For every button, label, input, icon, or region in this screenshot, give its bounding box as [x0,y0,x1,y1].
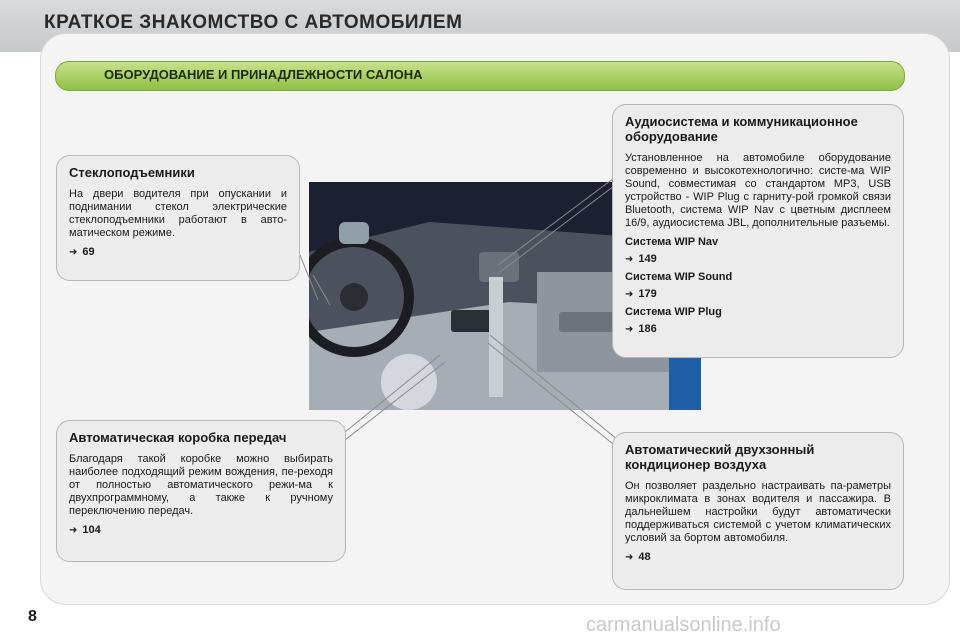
page-ref-icon: ➜ [625,253,634,265]
audio-item-label: Система WIP Sound [625,271,733,283]
audio-item-label: Система WIP Nav [625,236,719,248]
watermark: carmanualsonline.info [586,614,781,636]
audio-item-page-ref[interactable] [625,323,891,335]
page-number: 8 [28,608,37,625]
page-title: КРАТКОЕ ЗНАКОМСТВО С АВТОМОБИЛЕМ [44,12,463,33]
climate-text: Он позволяет раздельно настраивать па-раметры микроклимата в зонах водителя и пассажира. В дальнейшем настройки будут автоматически поддерживаться системой с учетом климатических условий за бортом автомобиля. [625,480,891,544]
windows-ref-number: 69 [82,246,95,258]
page-ref-icon: ➜ [625,288,634,300]
climate-ref-number: 48 [638,551,651,563]
page-ref-icon: ➜ [69,246,78,258]
audio-item-page-ref[interactable] [625,288,891,300]
audio-text: Установленное на автомобиле оборудование современно и высокотехнологично: систе-ма WIP Sound, совместимая со стандартом MP3, USB устройство - WIP Plug с гарниту-рой громкой связи Bluetooth, система WIP Nav с цветным дисплеем 16/9, аудиосистема JBL, дополнительные разъемы. [625,152,891,229]
section-title: ОБОРУДОВАНИЕ И ПРИНАДЛЕЖНОСТИ САЛОНА [104,67,423,82]
audio-item-ref-number: 179 [638,288,657,300]
gearbox-box [56,420,346,562]
audio-item-ref-number: 186 [638,323,657,335]
climate-title: Автоматический двухзонный кондиционер воздуха [625,442,815,472]
gearbox-title: Автоматическая коробка передач [69,430,287,445]
gearbox-text: Благодаря такой коробке можно выбирать наиболее подходящий режим вождения, пе-реходя от полностью автоматического режи-ма к двухпрограммному, а также к ручному переключению передач. [69,453,333,517]
audio-item-label: Система WIP Plug [625,306,722,318]
audio-item-ref-number: 149 [638,253,657,265]
audio-title: Аудиосистема и коммуникационное оборудование [625,114,858,144]
windows-text: На двери водителя при опускании и поднимании стекол электрические стеклоподъемники работают в авто-матическом режиме. [69,188,287,239]
audio-item-page-ref[interactable] [625,253,891,265]
page-ref-icon: ➜ [69,524,78,536]
audio-box [612,104,904,358]
windows-title: Стеклоподъемники [69,165,195,180]
gearbox-ref-number: 104 [82,524,101,536]
gearbox-page-ref[interactable] [69,524,333,536]
climate-page-ref[interactable] [625,551,891,563]
windows-box [56,155,300,281]
climate-box [612,432,904,590]
windows-page-ref[interactable] [69,246,287,258]
page-ref-icon: ➜ [625,323,634,335]
page-ref-icon: ➜ [625,551,634,563]
